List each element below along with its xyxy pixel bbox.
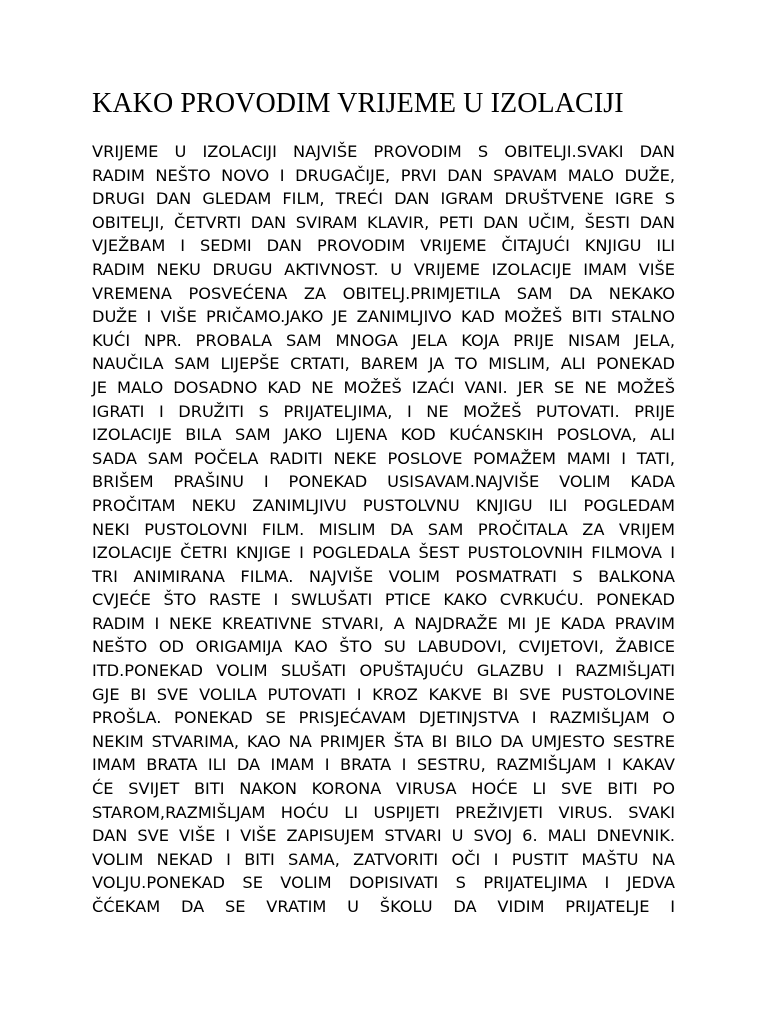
- document-body: [92, 140, 675, 919]
- body-line: TRI ANIMIRANA FILMA. NAJVIŠE VOLIM POSMATRATI S BALKONA: [92, 566, 675, 586]
- body-line: JE MALO DOSADNO KAD NE MOŽEŠ IZAĆI VANI. JER SE NE MOŽEŠ: [92, 377, 675, 397]
- body-line: DRUGI DAN GLEDAM FILM, TREĆI DAN IGRAM DRUŠTVENE IGRE S: [92, 189, 675, 209]
- body-line: ĆE SVIJET BITI NAKON KORONA VIRUSA HOĆE LI SVE BITI PO: [92, 779, 675, 799]
- body-line: NAUČILA SAM LIJEPŠE CRTATI, BAREM JA TO MISLIM, ALI PONEKAD: [92, 354, 675, 374]
- body-line: IMAM BRATA ILI DA IMAM I BRATA I SESTRU, RAZMIŠLJAM I KAKAV: [92, 755, 675, 775]
- body-line: KUĆI NPR. PROBALA SAM MNOGA JELA KOJA PRIJE NISAM JELA,: [92, 330, 675, 350]
- body-line: PROŠLA. PONEKAD SE PRISJEĆAVAM DJETINJSTVA I RAZMIŠLJAM O: [92, 708, 675, 728]
- body-line: SADA SAM POČELA RADITI NEKE POSLOVE POMAŽEM MAMI I TATI,: [92, 448, 675, 468]
- body-line: IGRATI I DRUŽITI S PRIJATELJIMA, I NE MOŽEŠ PUTOVATI. PRIJE: [92, 401, 675, 421]
- document-title: KAKO PROVODIM VRIJEME U IZOLACIJI: [92, 88, 624, 119]
- body-line: GJE BI SVE VOLILA PUTOVATI I KROZ KAKVE BI SVE PUSTOLOVINE: [92, 684, 675, 704]
- body-line: BRIŠEM PRAŠINU I PONEKAD USISAVAM.NAJVIŠE VOLIM KADA: [92, 472, 675, 492]
- body-line: VOLIM NEKAD I BITI SAMA, ZATVORITI OČI I PUSTIT MAŠTU NA: [92, 849, 675, 869]
- body-line: VREMENA POSVEĆENA ZA OBITELJ.PRIMJETILA SAM DA NEKAKO: [92, 283, 675, 303]
- body-line: RADIM NEŠTO NOVO I DRUGAČIJE, PRVI DAN SPAVAM MALO DUŽE,: [92, 165, 675, 185]
- body-line: VJEŽBAM I SEDMI DAN PROVODIM VRIJEME ČITAJUĆI KNJIGU ILI: [92, 236, 675, 256]
- body-line: IZOLACIJE ČETRI KNJIGE I POGLEDALA ŠEST PUSTOLOVNIH FILMOVA I: [92, 543, 675, 563]
- body-line: NEŠTO OD ORIGAMIJA KAO ŠTO SU LABUDOVI, CVIJETOVI, ŽABICE: [92, 637, 675, 657]
- body-line: CVJEĆE ŠTO RASTE I SWLUŠATI PTICE KAKO CVRKUĆU. PONEKAD: [92, 590, 675, 610]
- body-line: IZOLACIJE BILA SAM JAKO LIJENA KOD KUĆANSKIH POSLOVA, ALI: [92, 425, 675, 445]
- body-line: RADIM I NEKE KREATIVNE STVARI, A NAJDRAŽE MI JE KADA PRAVIM: [92, 613, 675, 633]
- body-line: VOLJU.PONEKAD SE VOLIM DOPISIVATI S PRIJATELJIMA I JEDVA: [92, 873, 675, 893]
- body-line: VRIJEME U IZOLACIJI NAJVIŠE PROVODIM S OBITELJI.SVAKI DAN: [92, 142, 675, 161]
- body-line: NEKIM STVARIMA, KAO NA PRIMJER ŠTA BI BILO DA UMJESTO SESTRE: [92, 731, 675, 751]
- body-line: ITD.PONEKAD VOLIM SLUŠATI OPUŠTAJUĆU GLAZBU I RAZMIŠLJATI: [92, 661, 675, 681]
- body-line: STAROM,RAZMIŠLJAM HOĆU LI USPIJETI PREŽIVJETI VIRUS. SVAKI: [92, 802, 675, 822]
- body-line: RADIM NEKU DRUGU AKTIVNOST. U VRIJEME IZOLACIJE IMAM VIŠE: [92, 259, 675, 279]
- body-line: NEKI PUSTOLOVNI FILM. MISLIM DA SAM PROČITALA ZA VRIJEM: [92, 519, 675, 539]
- body-line: DAN SVE VIŠE I VIŠE ZAPISUJEM STVARI U SVOJ 6. MALI DNEVNIK.: [92, 826, 675, 846]
- body-line: PROČITAM NEKU ZANIMLJIVU PUSTOLVNU KNJIGU ILI POGLEDAM: [92, 495, 675, 515]
- body-line: OBITELJI, ČETVRTI DAN SVIRAM KLAVIR, PETI DAN UČIM, ŠESTI DAN: [92, 212, 675, 232]
- body-line: ČĆEKAM DA SE VRATIM U ŠKOLU DA VIDIM PRIJATELJE I: [92, 897, 675, 916]
- body-line: DUŽE I VIŠE PRIČAMO.JAKO JE ZANIMLJIVO KAD MOŽEŠ BITI STALNO: [92, 307, 675, 327]
